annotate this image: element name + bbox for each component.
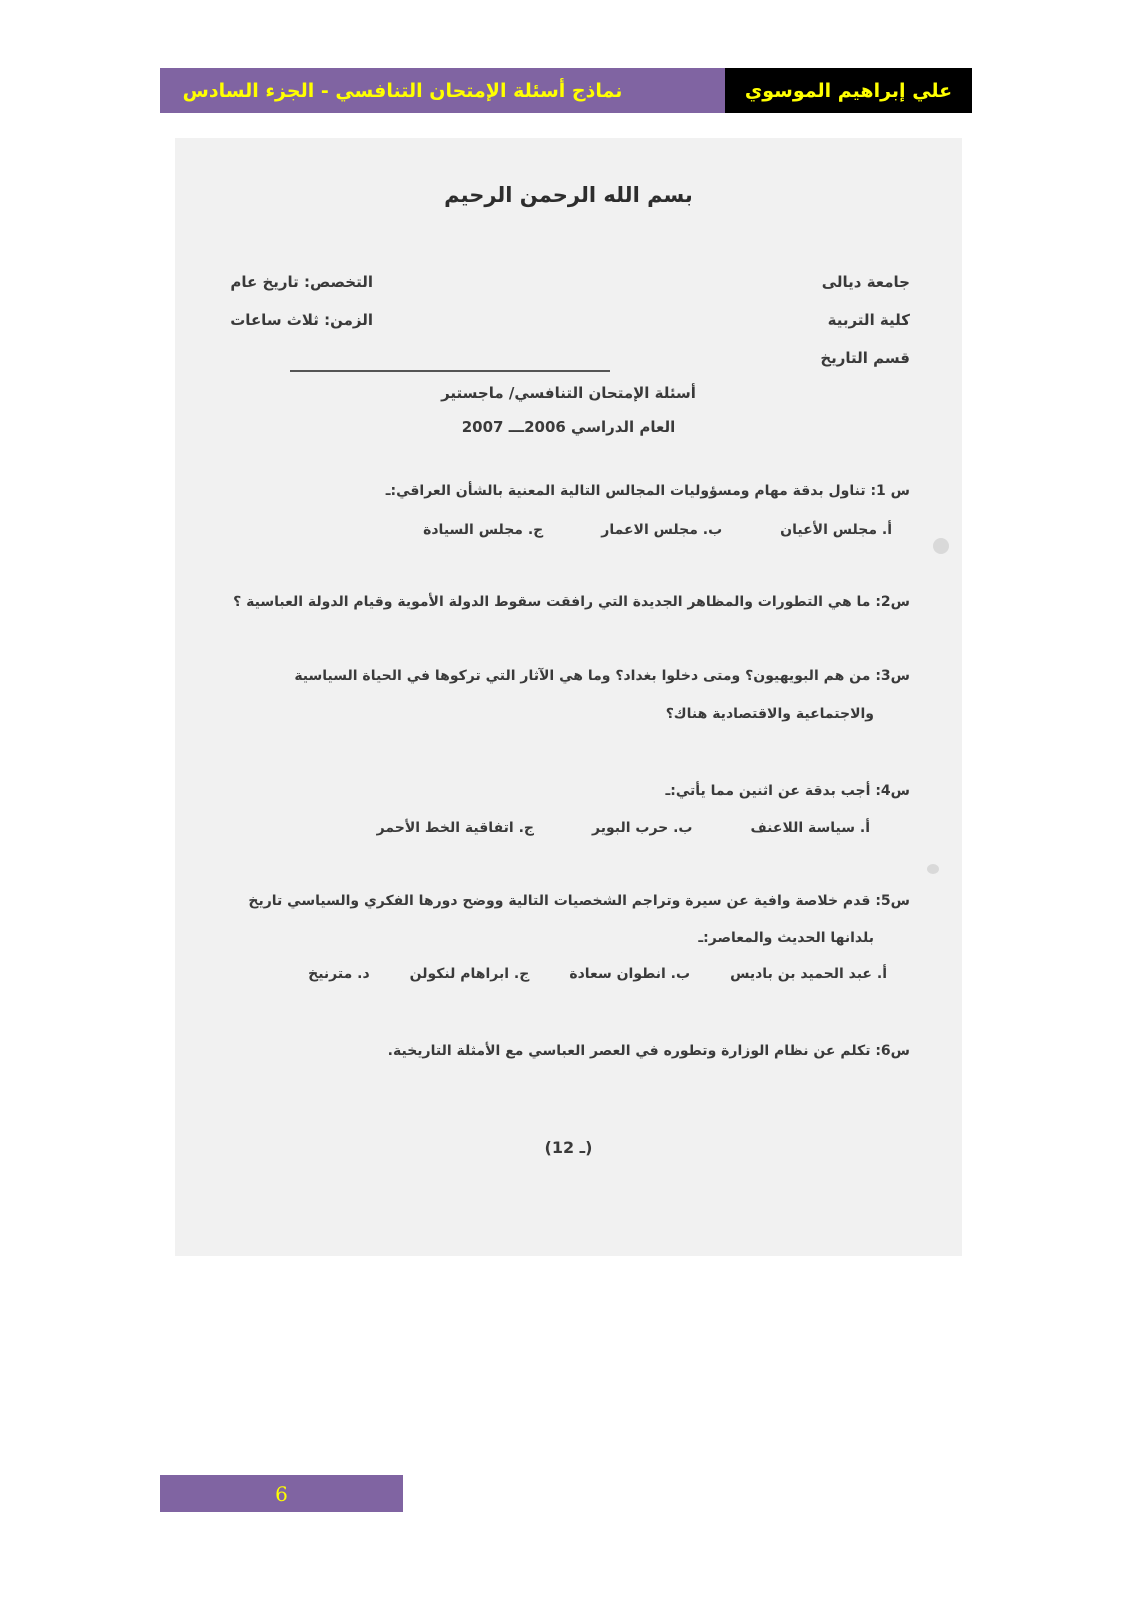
sheet-page-marker: (1ـ 2) [544, 1138, 593, 1157]
basmala: بسم الله الرحمن الرحيم [444, 183, 693, 207]
option: ب. حرب البوير [591, 820, 693, 836]
option: ج. ابراهام لنكولن [409, 966, 530, 982]
university-block [820, 263, 910, 377]
page-header [160, 68, 972, 113]
question-5-continuation: بلدانها الحديث والمعاصر:ـ [698, 930, 874, 946]
question-4-options [377, 820, 870, 836]
question-3-continuation: والاجتماعية والاقتصادية هناك؟ [665, 706, 874, 722]
question-5: س5: قدم خلاصة وافية عن سيرة وتراجم الشخصيات التالية ووضح دورها الفكري والسياسي تاريخ [248, 893, 910, 909]
specialization: التخصص: تاريخ عام [230, 273, 373, 291]
option: أ. سياسة اللاعنف [750, 820, 870, 836]
page-number: 6 [160, 1475, 403, 1512]
exam-info-block [193, 263, 373, 339]
question-6: س6: تكلم عن نظام الوزارة وتطوره في العصر العباسي مع الأمثلة التاريخية. [387, 1043, 910, 1059]
exam-title: أسئلة الإمتحان التنافسي/ ماجستير [441, 384, 696, 402]
header-author: علي إبراهيم الموسوي [725, 68, 972, 113]
question-1-options [423, 522, 892, 538]
academic-year: العام الدراسي 2006ـــ 2007 [461, 418, 676, 436]
option: ج. اتفاقية الخط الأحمر [376, 820, 534, 836]
question-3: س3: من هم البويهيون؟ ومتى دخلوا بغداد؟ وما هي الآثار التي تركوها في الحياة السياسية [294, 668, 910, 684]
option: ج. مجلس السيادة [423, 522, 544, 538]
divider [290, 370, 610, 372]
college-name: كلية التربية [827, 311, 910, 329]
option: أ. عبد الحميد بن باديس [730, 966, 887, 982]
exam-duration: الزمن: ثلاث ساعات [230, 311, 373, 329]
header-title: نماذج أسئلة الإمتحان التنافسي - الجزء السادس [160, 68, 725, 113]
exam-heading [175, 376, 962, 444]
department-name: قسم التاريخ [820, 349, 910, 367]
question-5-options [308, 966, 887, 982]
question-2: س2: ما هي التطورات والمظاهر الجديدة التي رافقت سقوط الدولة الأموية وقيام الدولة العباسية ؟ [233, 594, 910, 610]
question-1: س 1: تناول بدقة مهام ومسؤوليات المجالس التالية المعنية بالشأن العراقي:ـ [385, 483, 910, 499]
option: ب. انطوان سعادة [569, 966, 691, 982]
question-4: س4: أجب بدقة عن اثنين مما يأتي:ـ [665, 783, 910, 799]
university-name: جامعة ديالى [821, 273, 910, 291]
option: د. مترنيخ [308, 966, 370, 982]
option: ب. مجلس الاعمار [601, 522, 723, 538]
option: أ. مجلس الأعيان [780, 522, 892, 538]
scanned-exam-sheet [175, 138, 962, 1256]
